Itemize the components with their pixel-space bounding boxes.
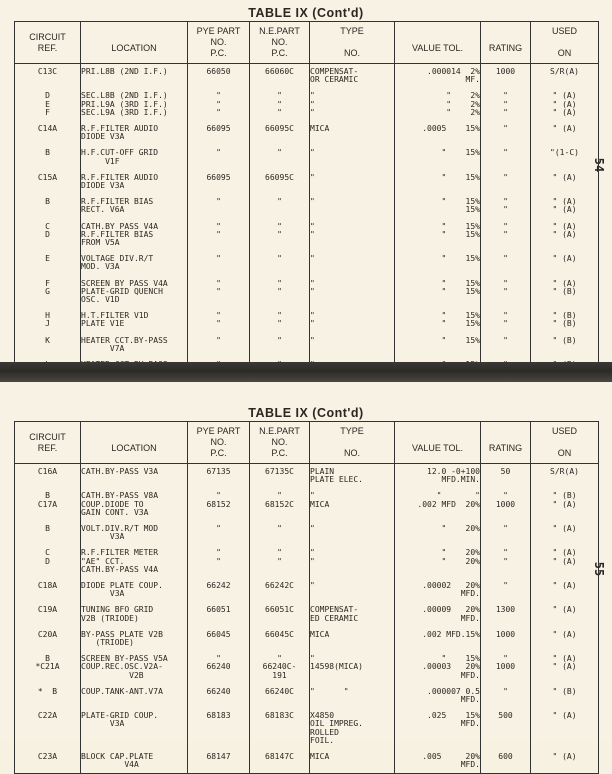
used-on: " (B)	[531, 684, 599, 708]
pye-part-no: " "	[188, 545, 250, 578]
header-line: N.E.PART	[259, 26, 300, 36]
location: SCREEN BY PASS V4A PLATE-GRID QUENCH OSC. V1D	[81, 276, 188, 309]
ne-part-no: 68147C	[250, 749, 310, 774]
location-header	[81, 422, 188, 464]
ne-part-no: "	[250, 521, 310, 545]
pye-part-no: "	[188, 521, 250, 545]
header-line	[531, 37, 598, 48]
value-tolerance: " 15%	[395, 251, 481, 275]
header-line: PYE PART	[196, 426, 241, 436]
header-line: REF.	[37, 42, 58, 53]
table-row	[15, 545, 599, 578]
table-row	[15, 749, 599, 774]
value-tolerance: .0005 15%	[395, 121, 481, 145]
table-row	[15, 251, 599, 275]
pye-part-no: " "	[188, 219, 250, 252]
header-line: N.E.PART	[259, 426, 300, 436]
ne-part-no: "	[250, 251, 310, 275]
type: " 14598(MICA)	[310, 651, 395, 684]
pye-part-no: 66242	[188, 578, 250, 602]
type: " "	[310, 276, 395, 309]
circuit-ref: F G	[15, 276, 81, 309]
circuit-ref: C23A	[15, 749, 81, 774]
rating: " " "	[481, 88, 531, 121]
ne-part-no: 66045C	[250, 627, 310, 651]
value-tolerance: " 15% " 15%	[395, 276, 481, 309]
rating: "	[481, 251, 531, 275]
value-tolerance: .005 20% MFD.	[395, 749, 481, 774]
ne-part-header	[250, 22, 310, 64]
pye-part-no: 66095	[188, 170, 250, 194]
ne-part-header	[250, 422, 310, 464]
header-line	[395, 32, 480, 43]
circuit-ref: D E F	[15, 88, 81, 121]
used-on: " (A)	[531, 602, 599, 626]
pye-part-no: 68183	[188, 708, 250, 749]
ne-part-no: 66240C	[250, 684, 310, 708]
table-row	[15, 627, 599, 651]
table-title: TABLE IX (Cont'd)	[248, 406, 364, 420]
location: VOLT.DIV.R/T MOD V3A	[81, 521, 188, 545]
pye-part-no: "	[188, 194, 250, 218]
value-tolerance: " 15%	[395, 333, 481, 357]
used-on: S/R(A)	[531, 464, 599, 489]
circuit-ref: C13C	[15, 64, 81, 89]
used-on: S/R(A)	[531, 64, 599, 89]
value-tolerance: .000007 0.5 MFD.	[395, 684, 481, 708]
value-tolerance: " 20%	[395, 521, 481, 545]
type: COMPENSAT- ED CERAMIC	[310, 602, 395, 626]
table-row	[15, 145, 599, 169]
header-line	[481, 32, 530, 43]
rating: "	[481, 578, 531, 602]
type: " " "	[310, 88, 395, 121]
pye-part-no: 68147	[188, 749, 250, 774]
value-tolerance: " " .002 MFD 20%	[395, 488, 481, 521]
header-line: CIRCUIT	[29, 431, 66, 442]
used-on: " (B) " (A)	[531, 488, 599, 521]
table-row	[15, 308, 599, 332]
header-line: VALUE TOL.	[411, 442, 464, 453]
table-row	[15, 64, 599, 89]
value-tol-header	[395, 22, 481, 64]
used-on: " (A) " (A)	[531, 545, 599, 578]
ne-part-no: " 66240C- 191	[250, 651, 310, 684]
header-line: P.C.	[210, 448, 227, 458]
circuit-ref: B	[15, 145, 81, 169]
rating-header	[481, 422, 531, 464]
header-line: PYE PART	[196, 26, 241, 36]
rating: "	[481, 145, 531, 169]
table-row	[15, 651, 599, 684]
circuit-ref: C D	[15, 545, 81, 578]
table-row	[15, 708, 599, 749]
used-on: " (A) " (A)	[531, 219, 599, 252]
rating: 1000	[481, 64, 531, 89]
header-line: P.C.	[271, 48, 288, 58]
value-tolerance: " 15% " 15%	[395, 308, 481, 332]
pye-part-no: 66051	[188, 602, 250, 626]
ne-part-no: " 68152C	[250, 488, 310, 521]
rating: "	[481, 684, 531, 708]
capacitor-table	[14, 421, 599, 774]
header-line: NO.	[271, 37, 288, 47]
type: " "	[310, 684, 395, 708]
circuit-ref: B	[15, 194, 81, 218]
used-on: " (A)	[531, 749, 599, 774]
value-tol-header	[395, 422, 481, 464]
value-tolerance: " 15% .00003 20% MFD.	[395, 651, 481, 684]
header-line: NO.	[271, 437, 288, 447]
table-row	[15, 333, 599, 357]
location: VOLTAGE DIV.R/T MOD. V3A	[81, 251, 188, 275]
value-tolerance: " 15% " 15%	[395, 219, 481, 252]
table-row	[15, 121, 599, 145]
used-on: " (A) " (A)	[531, 651, 599, 684]
header-line: NO.	[210, 437, 227, 447]
header-line: ON	[557, 448, 572, 458]
rating: " 1000	[481, 651, 531, 684]
header-line: USED	[551, 26, 577, 36]
circuit-ref: C D	[15, 219, 81, 252]
type: PLAIN PLATE ELEC.	[310, 464, 395, 489]
type-header	[310, 22, 395, 64]
location: TUNING BFO GRID V2B (TRIODE)	[81, 602, 188, 626]
header-line	[395, 432, 480, 443]
header-line: REF.	[37, 442, 58, 453]
value-tolerance: .002 MFD.15%	[395, 627, 481, 651]
location: SCREEN BY-PASS V5A COUP.REC.OSC.V2A- V2B	[81, 651, 188, 684]
header-line: NO.	[210, 37, 227, 47]
used-on: " (A)	[531, 121, 599, 145]
rating-header	[481, 22, 531, 64]
location-header	[81, 22, 188, 64]
pye-part-header	[188, 422, 250, 464]
rating: " "	[481, 276, 531, 309]
page-55	[0, 382, 612, 770]
ne-part-no: "	[250, 145, 310, 169]
rating: "	[481, 333, 531, 357]
ne-part-no: 66095C	[250, 170, 310, 194]
ne-part-no: 66060C	[250, 64, 310, 89]
pye-part-no: " 66240	[188, 651, 250, 684]
pye-part-no: 66050	[188, 64, 250, 89]
value-tolerance: " 15%	[395, 170, 481, 194]
used-on: " (A) " (A) " (A)	[531, 88, 599, 121]
circuit-ref: C22A	[15, 708, 81, 749]
table-row	[15, 464, 599, 489]
ne-part-no: 68183C	[250, 708, 310, 749]
rating: 500	[481, 708, 531, 749]
circuit-ref: E	[15, 251, 81, 275]
circuit-ref: H J	[15, 308, 81, 332]
table-row	[15, 488, 599, 521]
ne-part-no: "	[250, 333, 310, 357]
rating: " "	[481, 219, 531, 252]
header-line	[81, 32, 187, 43]
type: COMPENSAT- OR CERAMIC	[310, 64, 395, 89]
pye-part-no: 67135	[188, 464, 250, 489]
pye-part-no: " 68152	[188, 488, 250, 521]
header-line: NO.	[343, 48, 360, 58]
pye-part-no: 66045	[188, 627, 250, 651]
used-on: " (A) " (A)	[531, 194, 599, 218]
location: CATH.BY PASS V4A R.F.FILTER BIAS FROM V5A	[81, 219, 188, 252]
location: R.F.FILTER BIAS RECT. V6A	[81, 194, 188, 218]
rating: " "	[481, 194, 531, 218]
location: H.F.CUT-OFF GRID V1F	[81, 145, 188, 169]
value-tolerance: .025 15% MFD.	[395, 708, 481, 749]
type: " MICA	[310, 488, 395, 521]
used-on: "(1-C)	[531, 145, 599, 169]
type: "	[310, 333, 395, 357]
header-line	[310, 437, 394, 448]
table-row	[15, 602, 599, 626]
value-tolerance: .000014 2% MF.	[395, 64, 481, 89]
table-title: TABLE IX (Cont'd)	[248, 6, 364, 20]
header-line: P.C.	[271, 448, 288, 458]
type: MICA	[310, 627, 395, 651]
circuit-ref: C15A	[15, 170, 81, 194]
circuit-ref-header	[15, 22, 81, 64]
circuit-ref: * B	[15, 684, 81, 708]
used-on: " (B)	[531, 333, 599, 357]
location: R.F.FILTER AUDIO DIODE V3A	[81, 121, 188, 145]
page-number: 54	[591, 157, 606, 173]
rating: "	[481, 121, 531, 145]
location: BY-PASS PLATE V2B (TRIODE)	[81, 627, 188, 651]
used-on: " (A) " (B)	[531, 276, 599, 309]
circuit-ref: K	[15, 333, 81, 357]
rating: "	[481, 521, 531, 545]
page-54	[0, 0, 612, 362]
value-tolerance: .00009 20% MFD.	[395, 602, 481, 626]
rating: 600	[481, 749, 531, 774]
pye-part-no: 66095	[188, 121, 250, 145]
ne-part-no: " "	[250, 276, 310, 309]
location: SEC.L8B (2ND I.F.) PRI.L9A (3RD I.F.) SEC.L9A (3RD I.F.)	[81, 88, 188, 121]
type: X4850 OIL IMPREG. ROLLED FOIL.	[310, 708, 395, 749]
header-line	[481, 432, 530, 443]
type: "	[310, 578, 395, 602]
header-line	[310, 37, 394, 48]
table-row	[15, 219, 599, 252]
header-line: USED	[551, 426, 577, 436]
circuit-ref: B C17A	[15, 488, 81, 521]
header-line	[81, 432, 187, 443]
header-line: CIRCUIT	[29, 31, 66, 42]
used-on: " (A)	[531, 627, 599, 651]
pye-part-no: "	[188, 145, 250, 169]
type: " "	[310, 545, 395, 578]
rating: " "	[481, 308, 531, 332]
pye-part-no: "	[188, 333, 250, 357]
ne-part-no: " " "	[250, 88, 310, 121]
page-number: 55	[591, 561, 606, 577]
book-gutter	[0, 362, 612, 382]
location: PLATE-GRID COUP. V3A	[81, 708, 188, 749]
value-tolerance: .00002 20% MFD.	[395, 578, 481, 602]
pye-part-no: 66240	[188, 684, 250, 708]
table-row	[15, 684, 599, 708]
used-on: " (A)	[531, 521, 599, 545]
location: PRI.L8B (2ND I.F.)	[81, 64, 188, 89]
circuit-ref: C20A	[15, 627, 81, 651]
type: "	[310, 521, 395, 545]
type: "	[310, 145, 395, 169]
location: CATH.BY-PASS V8A COUP.DIODE TO GAIN CONT. V3A	[81, 488, 188, 521]
circuit-ref: C16A	[15, 464, 81, 489]
location: COUP.TANK-ANT.V7A	[81, 684, 188, 708]
ne-part-no: " "	[250, 219, 310, 252]
table-row	[15, 578, 599, 602]
type-header	[310, 422, 395, 464]
location: CATH.BY-PASS V3A	[81, 464, 188, 489]
location: HEATER CCT.BY-PASS V7A	[81, 333, 188, 357]
circuit-ref: B *C21A	[15, 651, 81, 684]
used-on: " (A)	[531, 251, 599, 275]
used-on: " (B) " (B)	[531, 308, 599, 332]
pye-part-no: " "	[188, 308, 250, 332]
rating: "	[481, 170, 531, 194]
value-tolerance: " 15%	[395, 145, 481, 169]
type: " "	[310, 308, 395, 332]
ne-part-no: "	[250, 194, 310, 218]
table-row	[15, 194, 599, 218]
header-line: LOCATION	[111, 42, 157, 53]
header-line: TYPE	[340, 426, 364, 436]
used-on-header	[531, 22, 599, 64]
table-row	[15, 521, 599, 545]
type: "	[310, 194, 395, 218]
circuit-ref: C18A	[15, 578, 81, 602]
value-tolerance: " 2% " 2% " 2%	[395, 88, 481, 121]
header-line: RATING	[488, 442, 523, 453]
value-tolerance: " 15% 15%	[395, 194, 481, 218]
rating: 1300	[481, 602, 531, 626]
used-on-header	[531, 422, 599, 464]
header-line: ON	[557, 48, 572, 58]
header-line	[531, 437, 598, 448]
ne-part-no: 66095C	[250, 121, 310, 145]
pye-part-no: "	[188, 251, 250, 275]
ne-part-no: " "	[250, 545, 310, 578]
ne-part-no: 66242C	[250, 578, 310, 602]
type: "	[310, 251, 395, 275]
used-on: " (A)	[531, 170, 599, 194]
type: "	[310, 170, 395, 194]
header-line: TYPE	[340, 26, 364, 36]
value-tolerance: 12.0 -0+100 MFD.MIN.	[395, 464, 481, 489]
header-line: P.C.	[210, 48, 227, 58]
capacitor-table	[14, 21, 599, 407]
header-line: VALUE TOL.	[411, 42, 464, 53]
type: MICA	[310, 749, 395, 774]
location: R.F.FILTER AUDIO DIODE V3A	[81, 170, 188, 194]
ne-part-no: 66051C	[250, 602, 310, 626]
location: R.F.FILTER METER "AE" CCT. CATH.BY-PASS V4A	[81, 545, 188, 578]
pye-part-no: " " "	[188, 88, 250, 121]
circuit-ref-header	[15, 422, 81, 464]
value-tolerance: " 20% " 20%	[395, 545, 481, 578]
type: MICA	[310, 121, 395, 145]
circuit-ref: C14A	[15, 121, 81, 145]
location: BLOCK CAP.PLATE V4A	[81, 749, 188, 774]
table-row	[15, 276, 599, 309]
ne-part-no: 67135C	[250, 464, 310, 489]
type: " "	[310, 219, 395, 252]
pye-part-no: " "	[188, 276, 250, 309]
rating: 50	[481, 464, 531, 489]
circuit-ref: B	[15, 521, 81, 545]
used-on: " (A)	[531, 708, 599, 749]
table-row	[15, 88, 599, 121]
header-line: LOCATION	[111, 442, 157, 453]
circuit-ref: C19A	[15, 602, 81, 626]
rating: 1000	[481, 627, 531, 651]
used-on: " (A)	[531, 578, 599, 602]
location: H.T.FILTER V1D PLATE V1E	[81, 308, 188, 332]
pye-part-header	[188, 22, 250, 64]
rating: " 1000	[481, 488, 531, 521]
location: DIODE PLATE COUP. V3A	[81, 578, 188, 602]
table-row	[15, 170, 599, 194]
rating: " "	[481, 545, 531, 578]
header-line: RATING	[488, 42, 523, 53]
ne-part-no: " "	[250, 308, 310, 332]
header-line: NO.	[343, 448, 360, 458]
